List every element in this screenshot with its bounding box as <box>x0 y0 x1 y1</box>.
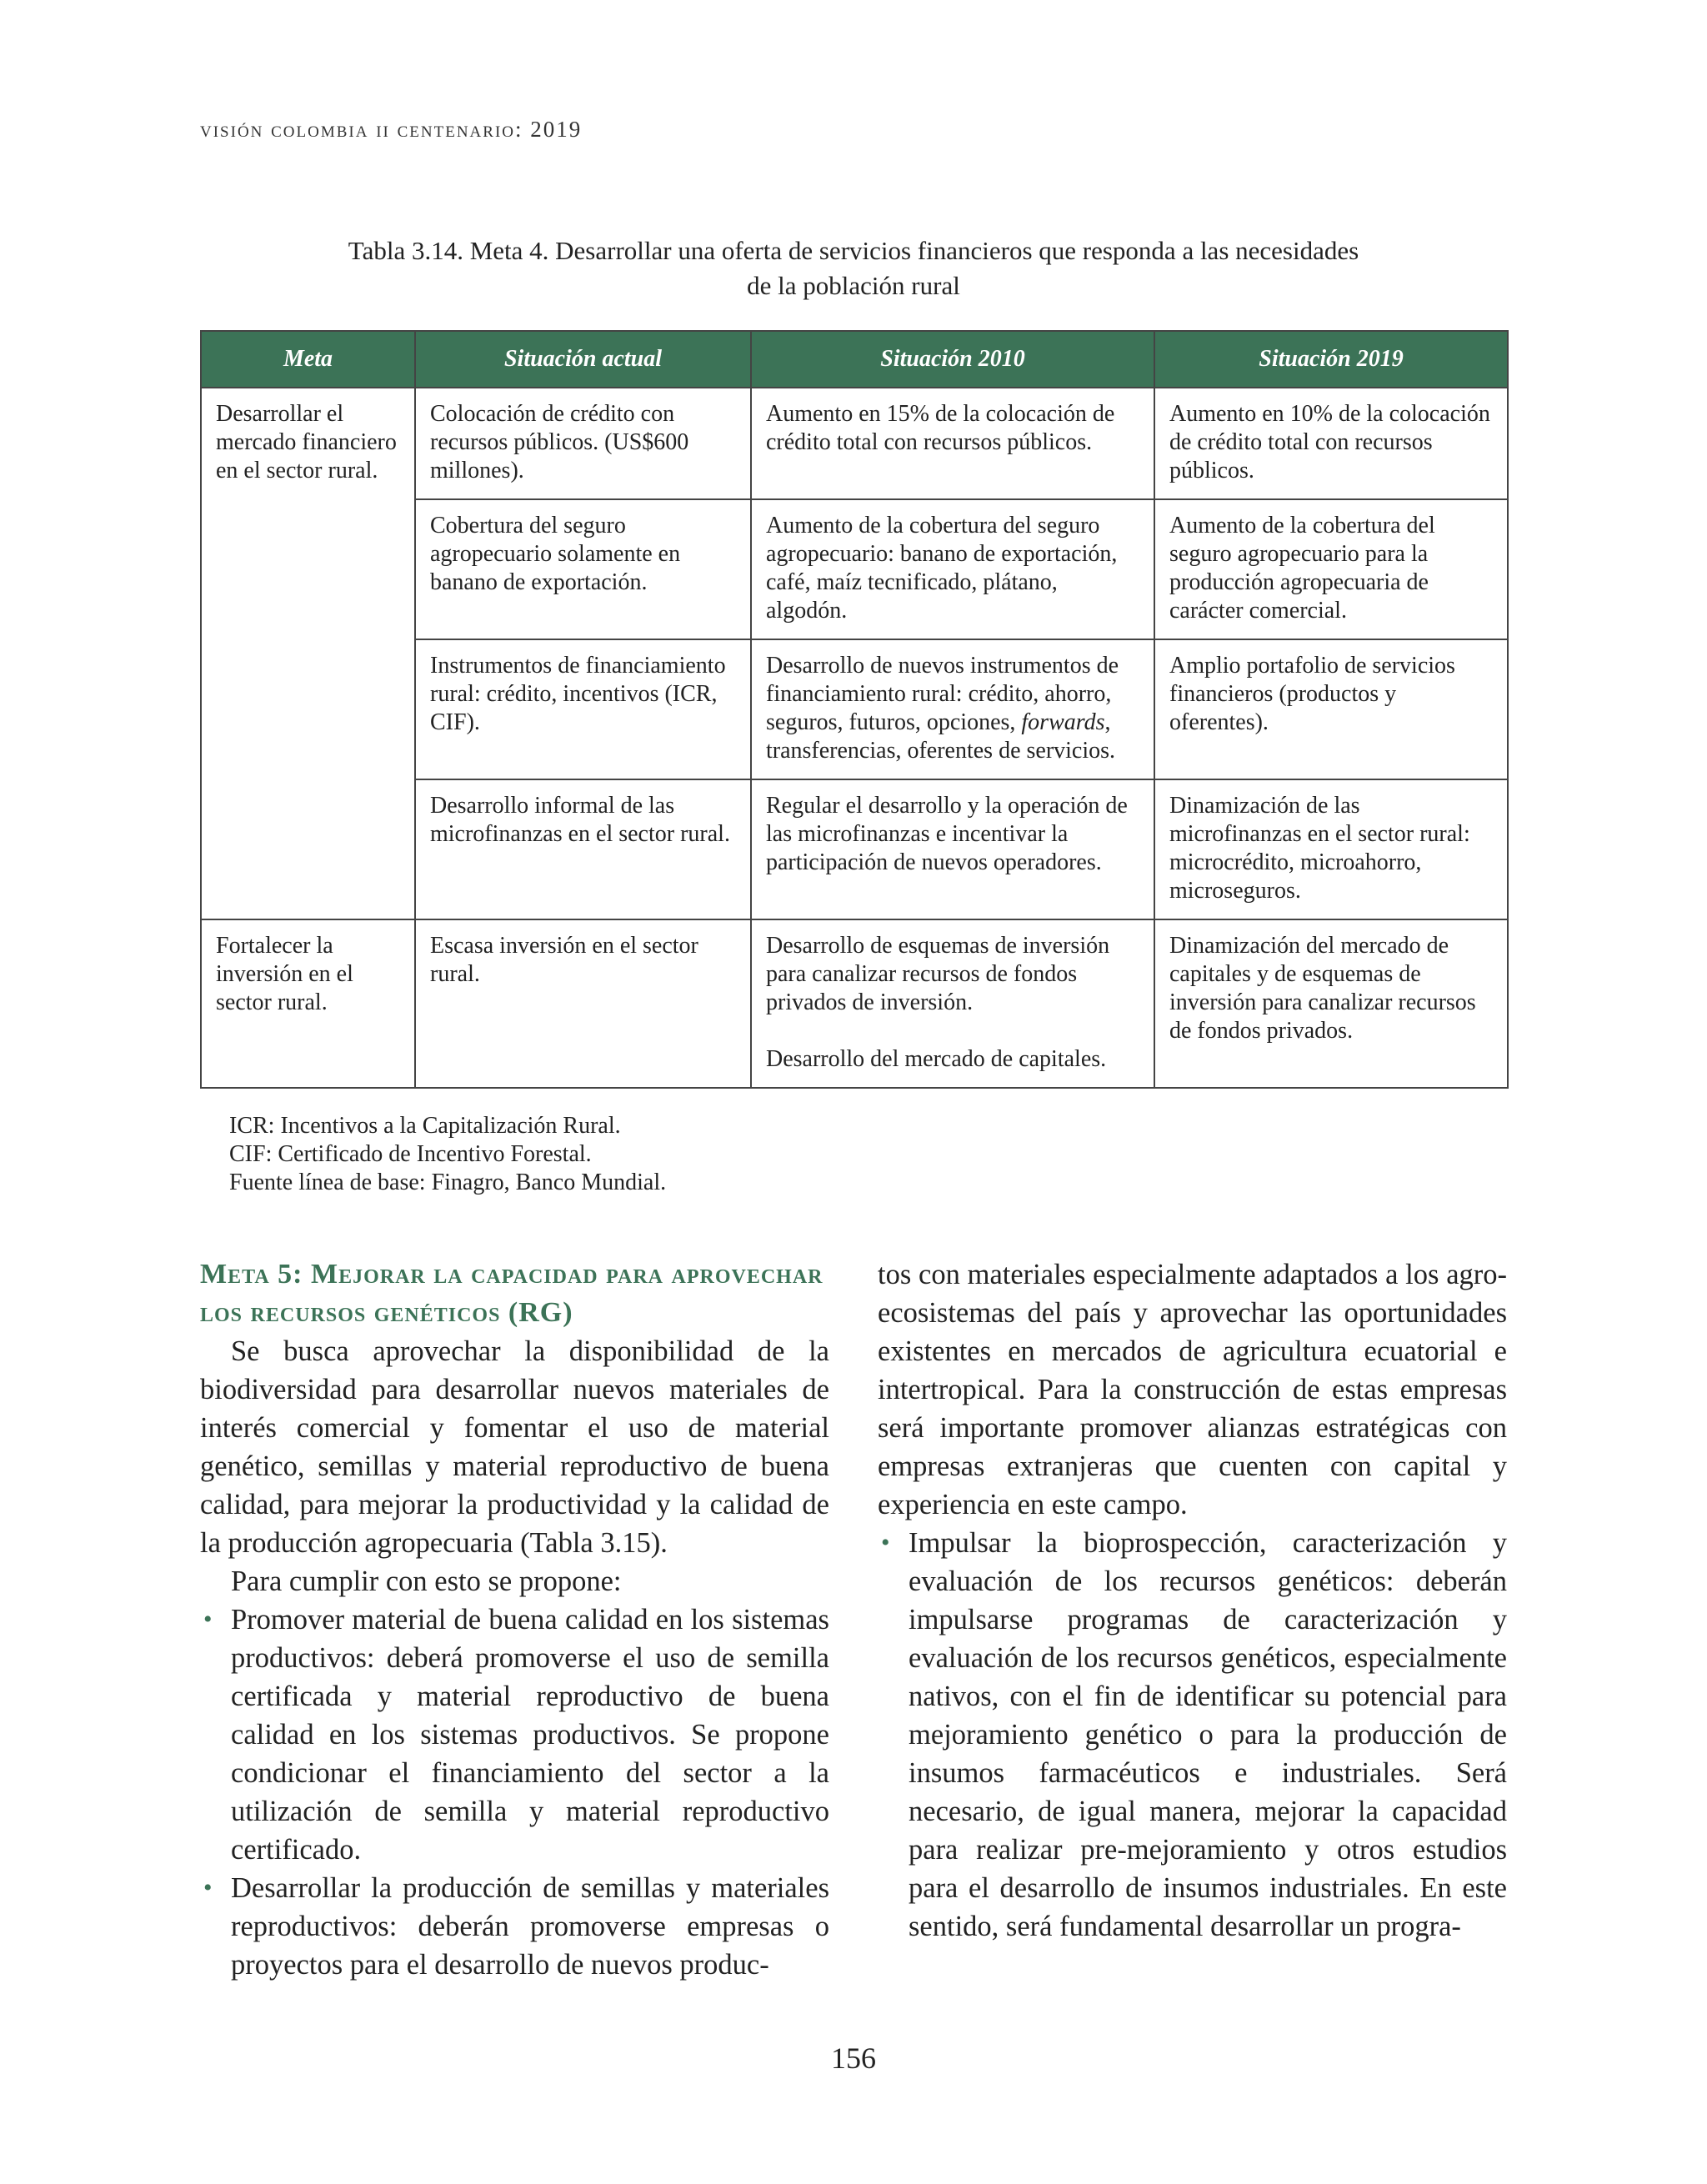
cell-2019: Amplio portafolio de servicios financieros (productos y oferentes). <box>1154 639 1508 779</box>
note-icr: ICR: Incentivos a la Capitalización Rural. <box>229 1113 621 1139</box>
cell-2010 <box>751 639 1154 779</box>
bullet-text: Desarrollar la producción de semillas y materiales reproductivos: deberán promoverse empresas o proyectos para el desarrollo de nuevos produc- <box>231 1872 829 1981</box>
cell-2010: Regular el desarrollo y la operación de las microfinanzas e incentivar la participación de nuevos operadores. <box>751 779 1154 919</box>
list-item <box>878 1524 1507 1946</box>
cell-2010: Aumento en 15% de la colocación de crédito total con recursos públicos. <box>751 388 1154 499</box>
note-cif: CIF: Certificado de Incentivo Forestal. <box>229 1141 592 1167</box>
cell-2010: Aumento de la cobertura del seguro agropecuario: banano de exportación, café, maíz tecnificado, plátano, algodón. <box>751 499 1154 639</box>
bullet-icon: • <box>203 1874 213 1901</box>
right-column <box>878 1255 1507 1946</box>
proposal-list-continued <box>878 1524 1507 1946</box>
cell-actual: Desarrollo informal de las microfinanzas en el sector rural. <box>415 779 751 919</box>
left-column <box>200 1255 829 1984</box>
cell-2010-text-end: , transferencias, oferentes de servicios. <box>766 709 1116 764</box>
cell-actual: Cobertura del seguro agropecuario solamente en banano de exportación. <box>415 499 751 639</box>
cell-2010-paragraph: Desarrollo del mercado de capitales. <box>766 1046 1107 1072</box>
cell-2010 <box>751 919 1154 1088</box>
cell-2010-text: Desarrollo de nuevos instrumentos de financiamiento rural: crédito, ahorro, seguros, futuros, opciones, <box>766 653 1119 735</box>
page-number: 156 <box>831 2041 876 2075</box>
cell-actual: Escasa inversión en el sector rural. <box>415 919 751 1088</box>
lead-paragraph: Para cumplir con esto se propone: <box>231 1565 622 1597</box>
column-header-situacion-2010: Situación 2010 <box>751 331 1154 388</box>
cell-2010-paragraph: Desarrollo de esquemas de inversión para canalizar recursos de fondos privados de inversión. <box>766 933 1110 1015</box>
bullet-icon: • <box>203 1605 213 1633</box>
cell-2010-italic-term: forwards <box>1021 709 1105 735</box>
cell-2019: Aumento de la cobertura del seguro agropecuario para la producción agropecuaria de carácter comercial. <box>1154 499 1508 639</box>
continued-paragraph: tos con materiales especialmente adaptados a los agro-ecosistemas del país y aprovechar las oportunidades existentes en mercados de agricultura ecuatorial e intertropical. Para la construcción de estas empresas será importante promover alianzas estratégicas con empresas extranjeras que cuenten con capital y experiencia en este campo. <box>878 1259 1507 1520</box>
section-title: Meta 5: Mejorar la capacidad para aprovechar los recursos genéticos (RG) <box>200 1259 823 1328</box>
list-item <box>200 1869 829 1984</box>
cell-2019: Aumento en 10% de la colocación de crédito total con recursos públicos. <box>1154 388 1508 499</box>
running-header: visión colombia ii centenario: 2019 <box>200 117 583 142</box>
meta-cell-inversion: Fortalecer la inversión en el sector rural. <box>201 919 415 1088</box>
column-header-meta: Meta <box>201 331 415 388</box>
bullet-text: Impulsar la bioprospección, caracterización y evaluación de los recursos genéticos: deberán impulsarse programas de caracterización y evaluación de los recursos genéticos, especialmente nativos, con el fin de identificar su potencial para mejoramiento genético o para la producción de insumos farmacéuticos e industriales. Será necesario, de igual manera, mejorar la capacidad para realizar pre-mejoramiento y otros estudios para el desarrollo de insumos industriales. En este sentido, será fundamental desarrollar un progra- <box>909 1527 1507 1942</box>
meta-cell-mercado-financiero: Desarrollar el mercado financiero en el sector rural. <box>201 388 415 919</box>
cell-actual: Colocación de crédito con recursos públicos. (US$600 millones). <box>415 388 751 499</box>
goals-table <box>200 330 1509 1089</box>
proposal-list <box>200 1600 829 1984</box>
table-caption <box>200 233 1507 303</box>
cell-2019: Dinamización del mercado de capitales y de esquemas de inversión para canalizar recursos de fondos privados. <box>1154 919 1508 1088</box>
list-item <box>200 1600 829 1869</box>
intro-paragraph: Se busca aprovechar la disponibilidad de la biodiversidad para desarrollar nuevos materiales de interés comercial y fomentar el uso de material genético, semillas y material reproductivo de buena calidad, para mejorar la productividad y la calidad de la producción agropecuaria (Tabla 3.15). <box>200 1335 829 1559</box>
bullet-icon: • <box>881 1529 890 1556</box>
table-row <box>201 388 1508 499</box>
note-source: Fuente línea de base: Finagro, Banco Mundial. <box>229 1170 667 1195</box>
column-header-situacion-2019: Situación 2019 <box>1154 331 1508 388</box>
table-caption-line2: de la población rural <box>747 271 960 300</box>
table-header-row <box>201 331 1508 388</box>
cell-actual: Instrumentos de financiamiento rural: crédito, incentivos (ICR, CIF). <box>415 639 751 779</box>
table-caption-line1: Tabla 3.14. Meta 4. Desarrollar una oferta de servicios financieros que responda a las necesidades <box>348 236 1359 265</box>
column-header-situacion-actual: Situación actual <box>415 331 751 388</box>
table-row <box>201 919 1508 1088</box>
table-notes <box>229 1112 666 1197</box>
cell-2019: Dinamización de las microfinanzas en el sector rural: microcrédito, microahorro, microseguros. <box>1154 779 1508 919</box>
bullet-text: Promover material de buena calidad en los sistemas productivos: deberá promoverse el uso de semilla certificada y material reproductivo de buena calidad en los sistemas productivos. Se propone condicionar el financiamiento del sector a la utilización de semilla y material reproductivo certificado. <box>231 1604 829 1866</box>
